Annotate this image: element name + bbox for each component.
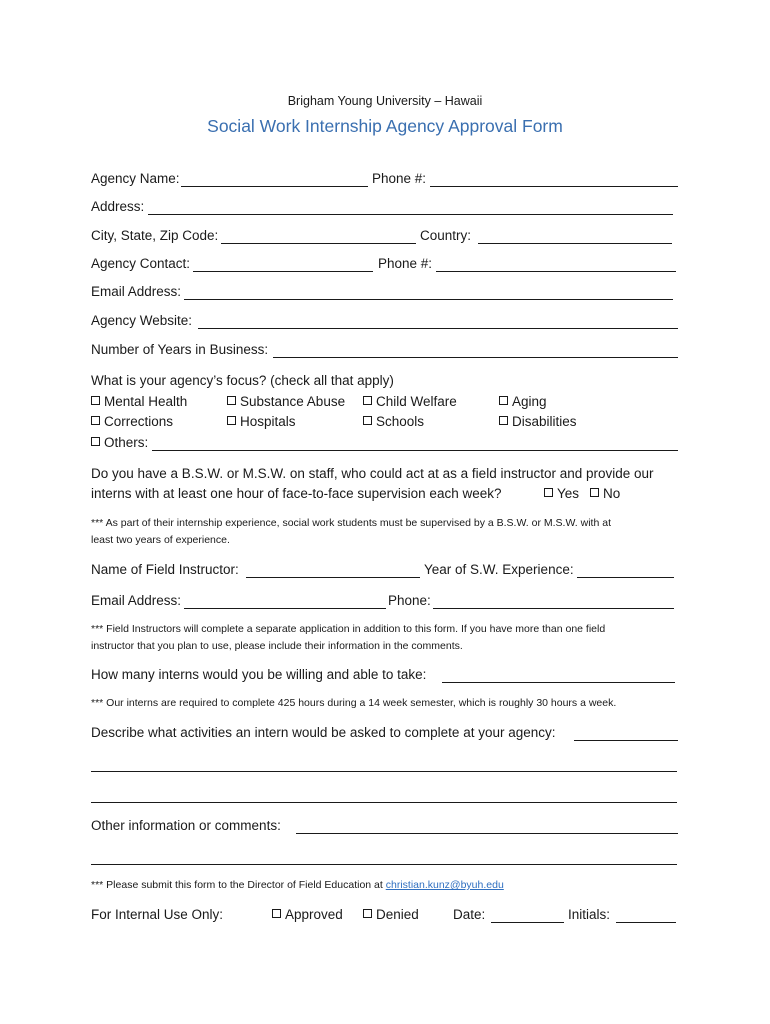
checkbox-icon[interactable] (499, 396, 508, 405)
checkbox-icon[interactable] (91, 437, 100, 446)
instructor-note-line2: instructor that you plan to use, please include their information in the comments. (91, 640, 463, 652)
focus-option-schools[interactable]: Schools (363, 414, 424, 429)
email-label: Email Address: (91, 284, 182, 299)
activities-field[interactable] (574, 740, 678, 741)
instructor-phone-label: Phone: (388, 593, 431, 608)
form-title: Social Work Internship Agency Approval Form (207, 116, 563, 136)
focus-option-disabilities[interactable]: Disabilities (499, 414, 577, 429)
checkbox-icon[interactable] (91, 416, 100, 425)
university-name: Brigham Young University – Hawaii (287, 94, 483, 108)
submit-note: *** Please submit this form to the Director of Field Education at christian.kunz@byuh.edu (91, 879, 504, 891)
checkbox-icon[interactable] (590, 488, 599, 497)
agency-name-label: Agency Name: (91, 171, 180, 186)
checkbox-icon[interactable] (227, 396, 236, 405)
checkbox-icon[interactable] (363, 416, 372, 425)
supervision-no-option[interactable]: No (590, 486, 620, 501)
instructor-email-label: Email Address: (91, 593, 182, 608)
activities-question: Describe what activities an intern would be asked to complete at your agency: (91, 725, 556, 740)
city-state-zip-label: City, State, Zip Code: (91, 228, 219, 243)
initials-field[interactable] (616, 922, 676, 923)
years-in-business-label: Number of Years in Business: (91, 342, 269, 357)
denied-option[interactable]: Denied (363, 907, 419, 922)
address-label: Address: (91, 199, 145, 214)
internal-use-label: For Internal Use Only: (91, 907, 224, 922)
focus-question: What is your agency’s focus? (check all that apply) (91, 373, 394, 388)
supervision-yes-option[interactable]: Yes (544, 486, 579, 501)
sw-experience-field[interactable] (577, 577, 674, 578)
years-in-business-field[interactable] (273, 357, 678, 358)
checkbox-icon[interactable] (227, 416, 236, 425)
date-label: Date: (453, 907, 486, 922)
website-field[interactable] (198, 328, 678, 329)
activities-field-line3[interactable] (91, 802, 677, 803)
checkbox-icon[interactable] (91, 396, 100, 405)
contact-phone-label: Phone #: (378, 256, 433, 271)
phone-field[interactable] (430, 186, 678, 187)
field-instructor-name-label: Name of Field Instructor: (91, 562, 239, 577)
email-field[interactable] (184, 299, 673, 300)
checkbox-icon[interactable] (499, 416, 508, 425)
instructor-phone-field[interactable] (433, 608, 674, 609)
website-label: Agency Website: (91, 313, 193, 328)
address-field[interactable] (148, 214, 673, 215)
agency-name-field[interactable] (181, 186, 368, 187)
focus-option-mental-health[interactable]: Mental Health (91, 394, 187, 409)
city-state-zip-field[interactable] (221, 243, 416, 244)
director-email-link[interactable]: christian.kunz@byuh.edu (385, 879, 504, 891)
supervision-note-line1: *** As part of their internship experience, social work students must be supervised by a B.S.W. or M.S.W. with at (91, 517, 611, 529)
focus-option-others[interactable]: Others: (91, 435, 148, 450)
supervision-question-line2: interns with at least one hour of face-to-face supervision each week? (91, 486, 502, 501)
instructor-note-line1: *** Field Instructors will complete a separate application in addition to this form. If you have more than one field (91, 623, 606, 635)
checkbox-icon[interactable] (363, 909, 372, 918)
checkbox-icon[interactable] (272, 909, 281, 918)
focus-option-aging[interactable]: Aging (499, 394, 547, 409)
activities-field-line2[interactable] (91, 771, 677, 772)
checkbox-icon[interactable] (544, 488, 553, 497)
other-info-field-line2[interactable] (91, 864, 677, 865)
sw-experience-label: Year of S.W. Experience: (424, 562, 574, 577)
approved-option[interactable]: Approved (272, 907, 343, 922)
agency-contact-label: Agency Contact: (91, 256, 191, 271)
interns-count-field[interactable] (442, 682, 675, 683)
agency-contact-field[interactable] (193, 271, 373, 272)
contact-phone-field[interactable] (436, 271, 676, 272)
focus-option-hospitals[interactable]: Hospitals (227, 414, 296, 429)
checkbox-icon[interactable] (363, 396, 372, 405)
other-info-label: Other information or comments: (91, 818, 281, 833)
focus-option-child-welfare[interactable]: Child Welfare (363, 394, 457, 409)
focus-option-corrections[interactable]: Corrections (91, 414, 173, 429)
interns-question: How many interns would you be willing and able to take: (91, 667, 427, 682)
field-instructor-name-field[interactable] (246, 577, 420, 578)
others-field[interactable] (152, 450, 678, 451)
supervision-question-line1: Do you have a B.S.W. or M.S.W. on staff, who could act at as a field instructor and provide our (91, 466, 654, 481)
instructor-email-field[interactable] (184, 608, 386, 609)
initials-label: Initials: (568, 907, 611, 922)
other-info-field[interactable] (296, 833, 678, 834)
supervision-note-line2: least two years of experience. (91, 534, 230, 546)
interns-hours-note: *** Our interns are required to complete 425 hours during a 14 week semester, which is roughly 30 hours a week. (91, 697, 617, 709)
country-label: Country: (420, 228, 472, 243)
phone-label: Phone #: (372, 171, 427, 186)
focus-option-substance-abuse[interactable]: Substance Abuse (227, 394, 345, 409)
country-field[interactable] (478, 243, 672, 244)
date-field[interactable] (491, 922, 564, 923)
